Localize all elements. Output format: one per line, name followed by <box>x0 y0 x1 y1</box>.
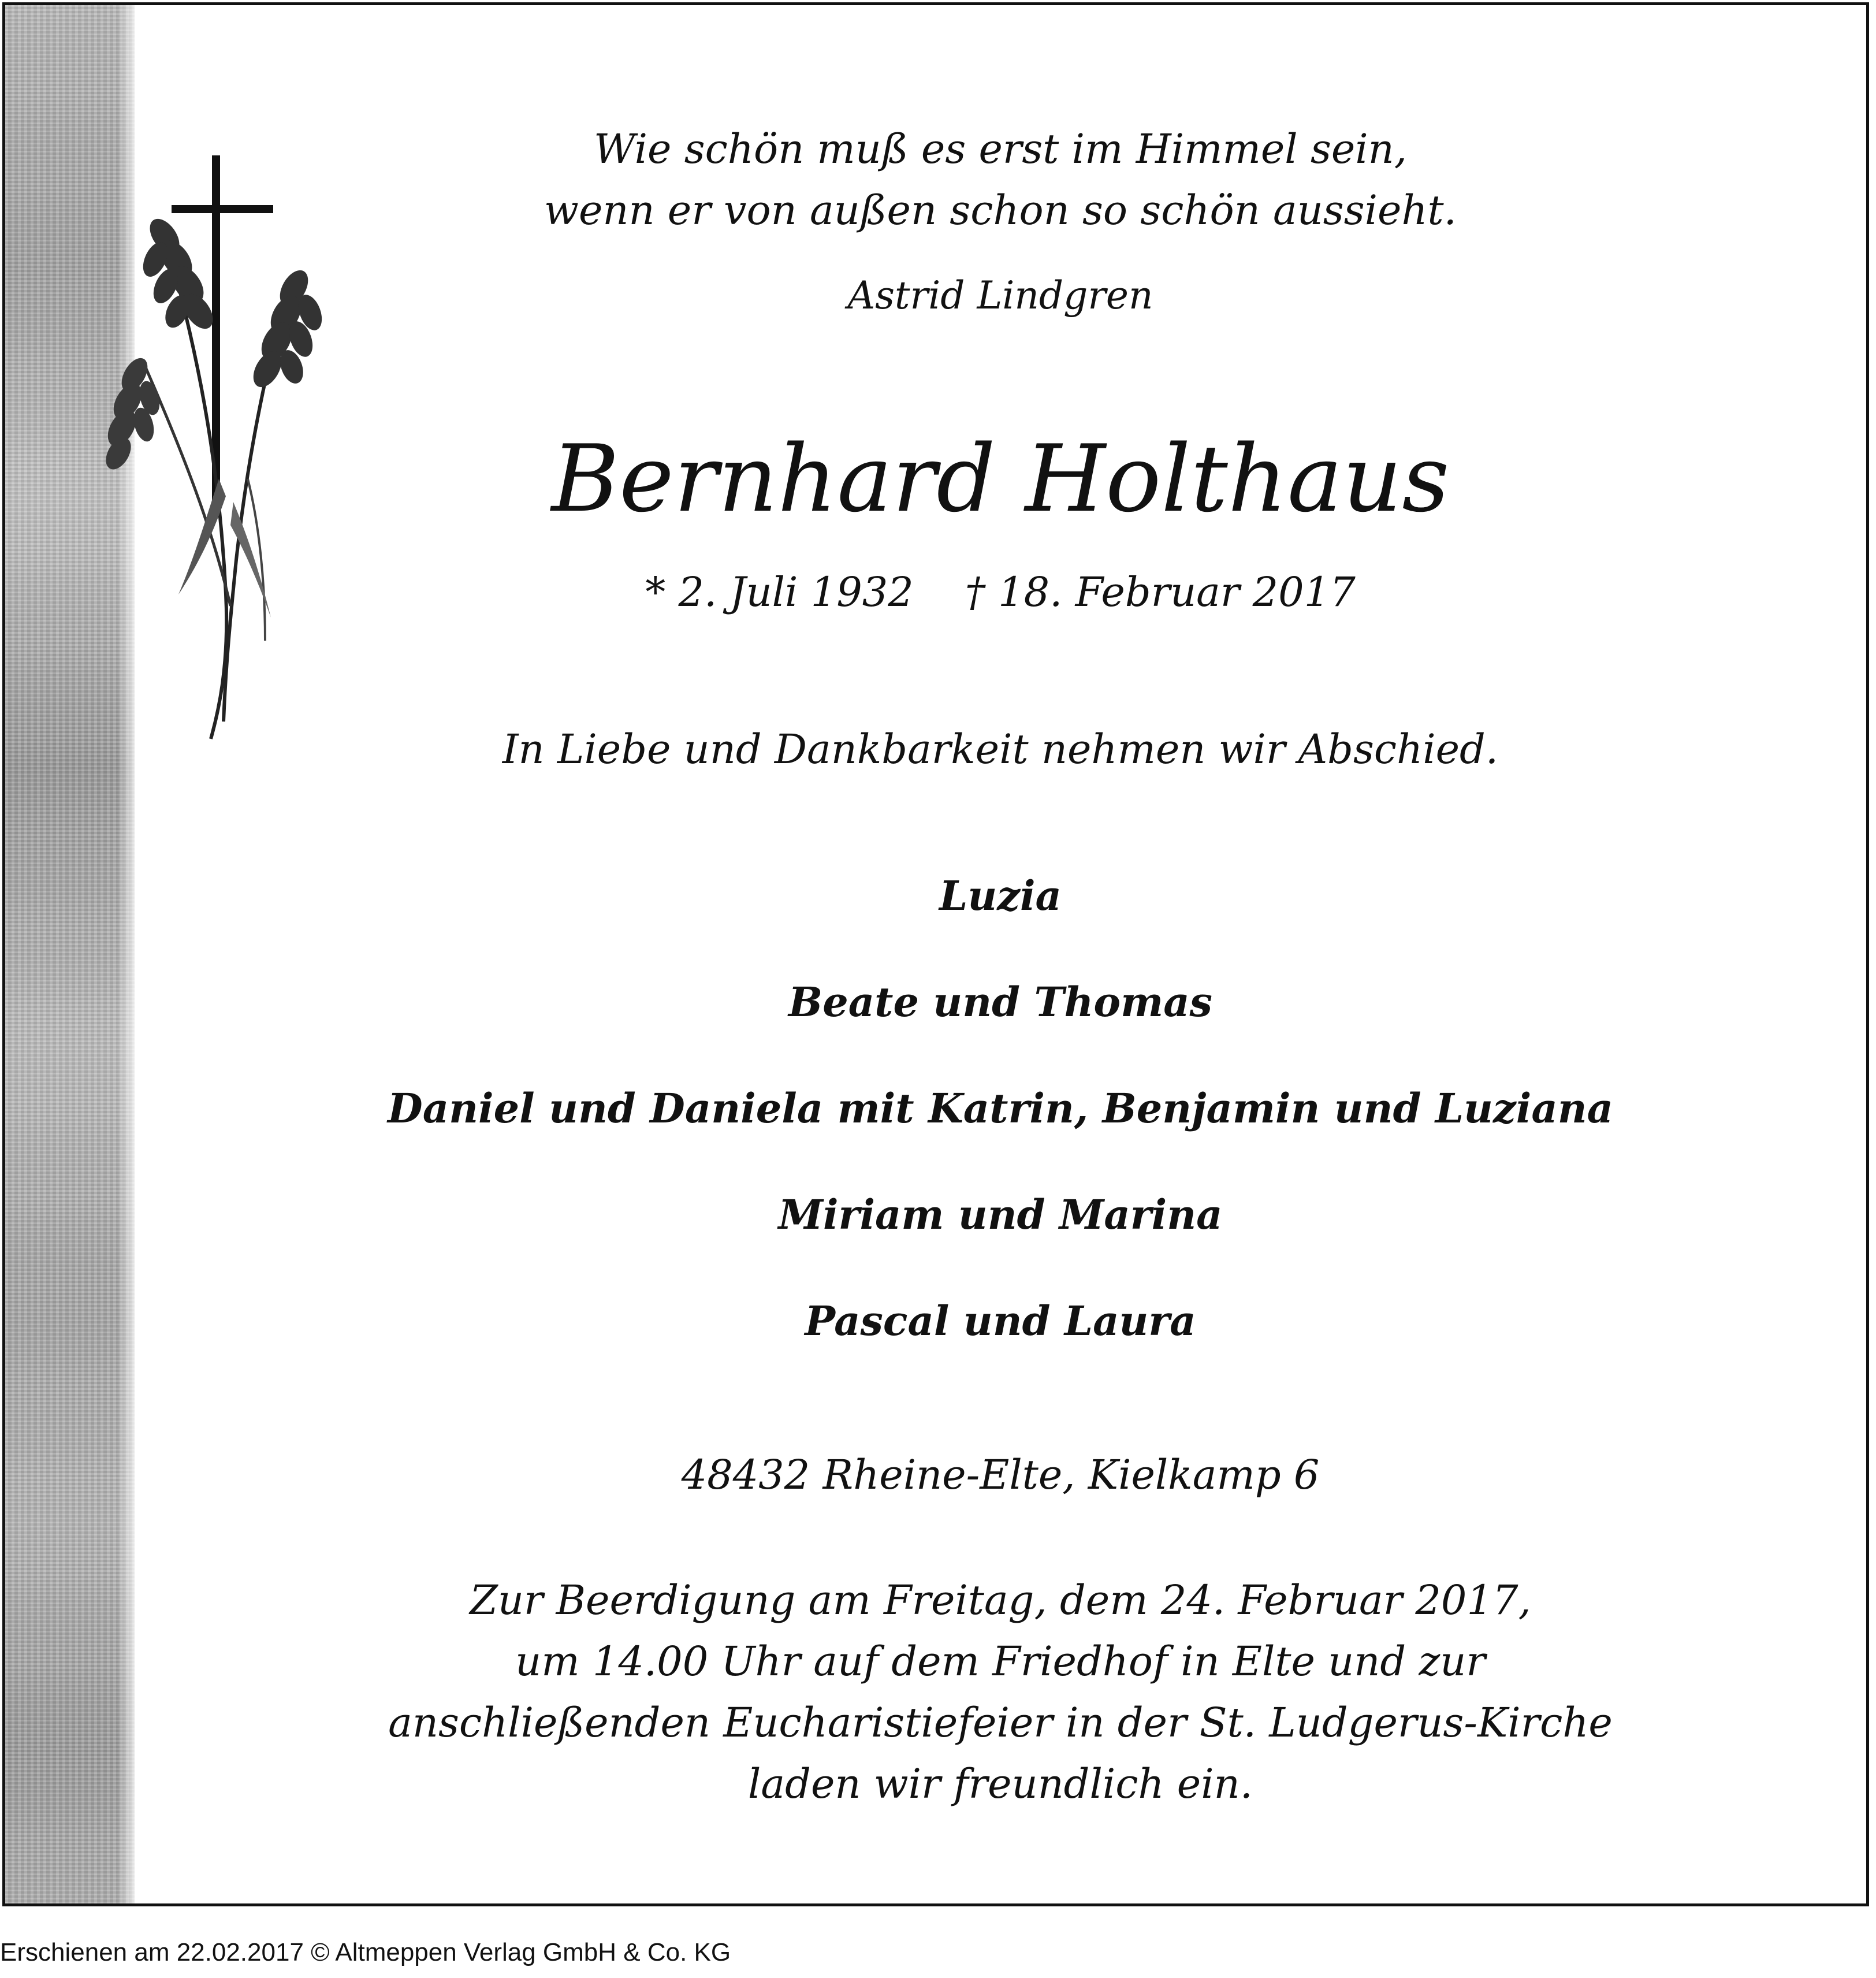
farewell-line: In Liebe und Dankbarkeit nehmen wir Abschied. <box>502 726 1499 773</box>
funeral-line-2: um 14.00 Uhr auf dem Friedhof in Elte und zur <box>515 1638 1486 1685</box>
funeral-line-1: Zur Beerdigung am Freitag, dem 24. Februar 2017, <box>470 1577 1531 1624</box>
mourner-line: Daniel und Daniela mit Katrin, Benjamin und Luziana <box>388 1084 1613 1132</box>
family-address: 48432 Rheine-Elte, Kielkamp 6 <box>681 1451 1320 1499</box>
funeral-line-4: laden wir freundlich ein. <box>748 1760 1253 1808</box>
deceased-name: Bernhard Holthaus <box>551 425 1450 533</box>
mourner-line: Miriam und Marina <box>778 1191 1223 1239</box>
publication-footer: Erschienen am 22.02.2017 © Altmeppen Verlag GmbH & Co. KG <box>0 1938 731 1966</box>
obituary-notice <box>2 2 1869 1906</box>
funeral-invitation <box>135 1570 1866 1815</box>
mourner-line: Luzia <box>939 872 1062 920</box>
mourner-line: Beate und Thomas <box>788 978 1212 1026</box>
motto-author: Astrid Lindgren <box>847 273 1153 318</box>
motto-quote <box>135 118 1866 241</box>
life-dates: * 2. Juli 1932 † 18. Februar 2017 <box>645 568 1356 616</box>
funeral-line-3: anschließenden Eucharistiefeier in der St. Ludgerus-Kirche <box>388 1699 1613 1746</box>
motto-line-2: wenn er von außen schon so schön aussieht. <box>544 187 1457 234</box>
mourner-line: Pascal und Laura <box>805 1297 1196 1345</box>
motto-line-1: Wie schön muß es erst im Himmel sein, <box>593 125 1408 173</box>
